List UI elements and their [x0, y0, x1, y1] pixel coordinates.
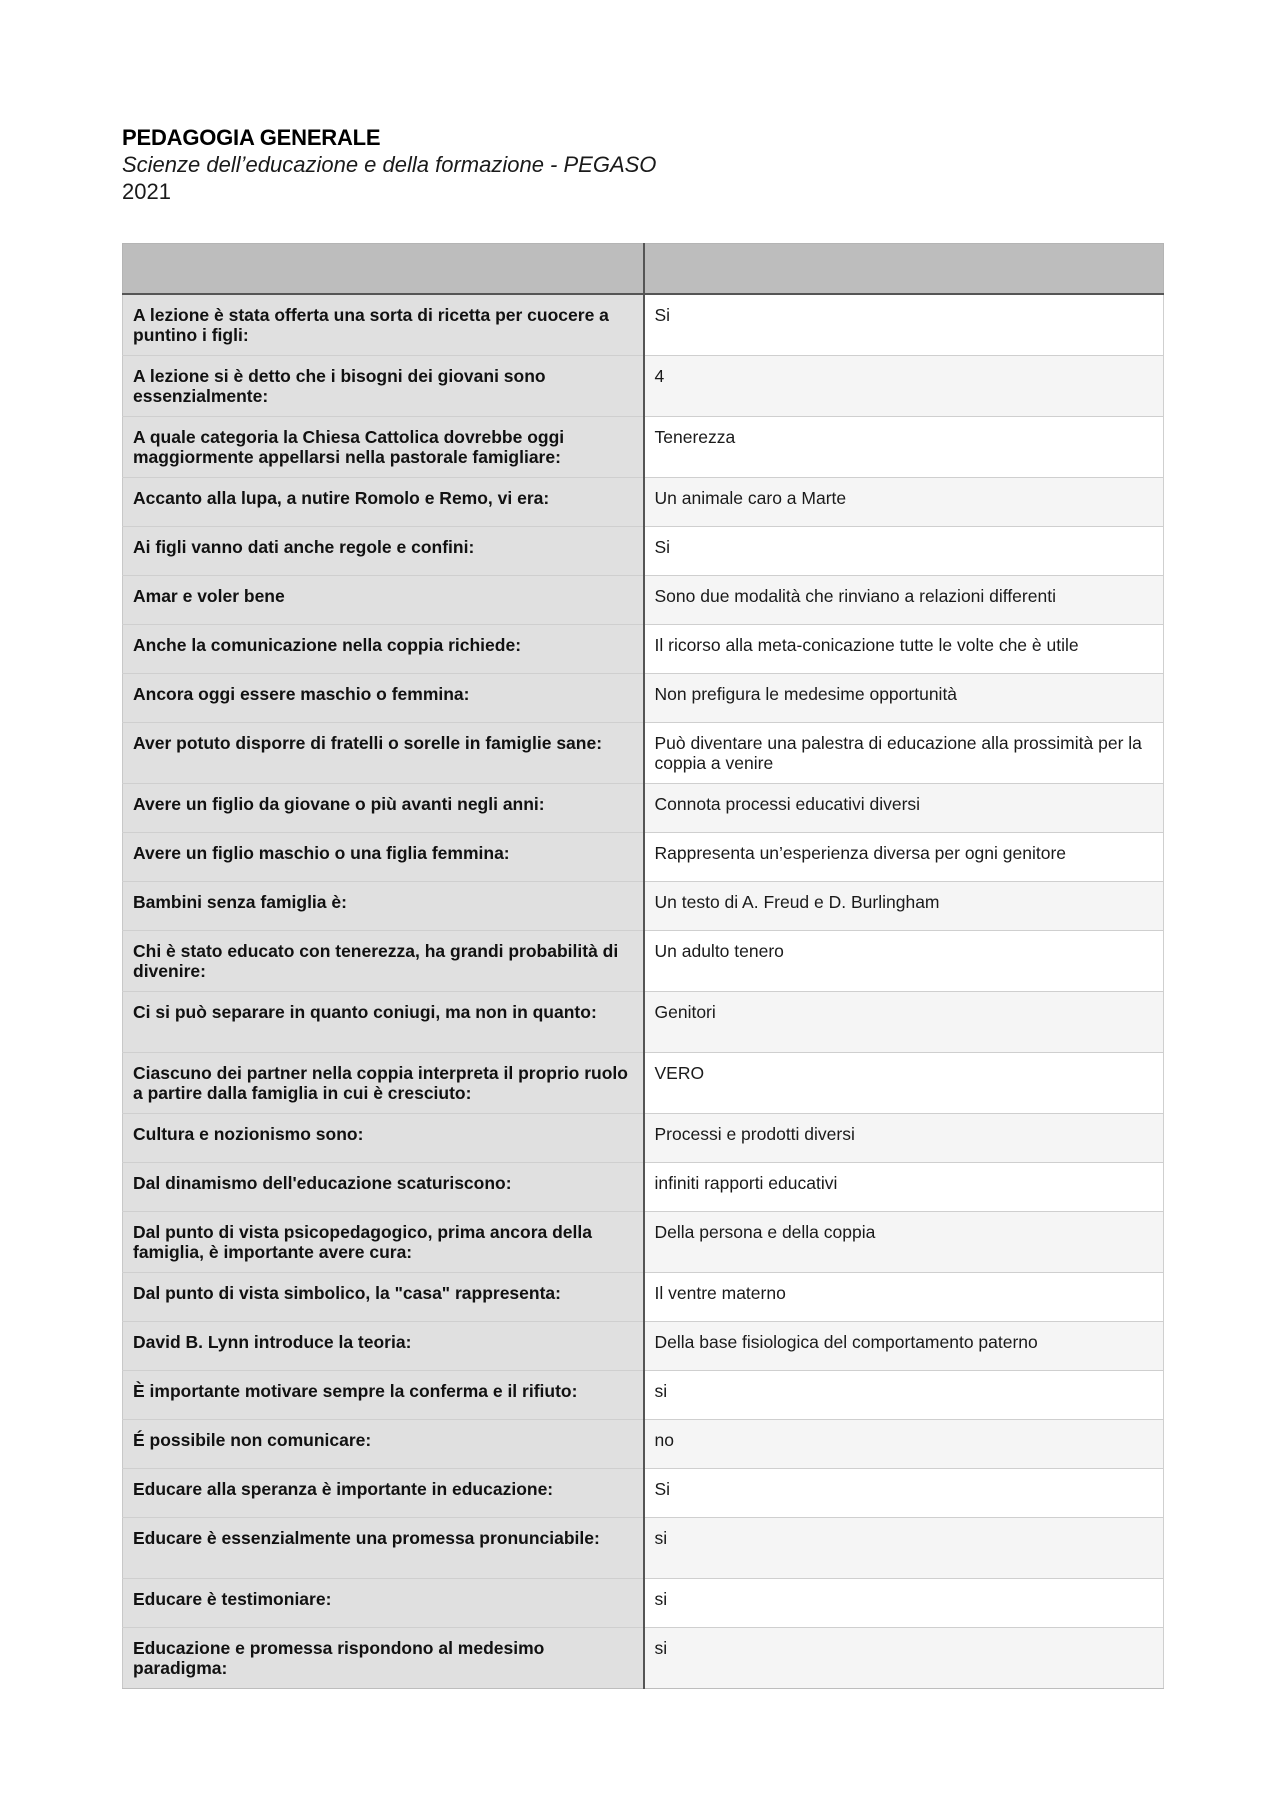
question-cell: É possibile non comunicare:: [123, 1419, 644, 1468]
table-row: [123, 881, 1164, 930]
question-column-header: [123, 244, 644, 295]
question-cell: Anche la comunicazione nella coppia richiede:: [123, 624, 644, 673]
question-cell: A lezione è stata offerta una sorta di ricetta per cuocere a puntino i figli:: [123, 294, 644, 355]
answer-cell: Genitori: [644, 991, 1164, 1052]
question-cell: Bambini senza famiglia è:: [123, 881, 644, 930]
answer-cell: si: [644, 1517, 1164, 1578]
answer-cell: Il ventre materno: [644, 1272, 1164, 1321]
answer-cell: Sono due modalità che rinviano a relazioni differenti: [644, 575, 1164, 624]
question-cell: Chi è stato educato con tenerezza, ha grandi probabilità di divenire:: [123, 930, 644, 991]
table-row: [123, 783, 1164, 832]
document-header: [122, 124, 1172, 205]
table-header: [123, 244, 1164, 295]
question-cell: Ancora oggi essere maschio o femmina:: [123, 673, 644, 722]
question-cell: Aver potuto disporre di fratelli o sorelle in famiglie sane:: [123, 722, 644, 783]
table-row: [123, 1211, 1164, 1272]
table-row: [123, 1052, 1164, 1113]
table-row: [123, 355, 1164, 416]
answer-cell: Processi e prodotti diversi: [644, 1113, 1164, 1162]
question-cell: Dal punto di vista psicopedagogico, prima ancora della famiglia, è importante avere cura:: [123, 1211, 644, 1272]
answer-cell: Della base fisiologica del comportamento paterno: [644, 1321, 1164, 1370]
question-cell: Educare è testimoniare:: [123, 1578, 644, 1627]
table-row: [123, 832, 1164, 881]
question-cell: Ci si può separare in quanto coniugi, ma non in quanto:: [123, 991, 644, 1052]
document-subtitle: Scienze dell’educazione e della formazione - PEGASO: [122, 152, 657, 177]
answer-cell: no: [644, 1419, 1164, 1468]
table-row: [123, 624, 1164, 673]
answer-cell: VERO: [644, 1052, 1164, 1113]
table-row: [123, 1578, 1164, 1627]
question-cell: Educare è essenzialmente una promessa pronunciabile:: [123, 1517, 644, 1578]
table-header-row: [123, 244, 1164, 295]
question-cell: È importante motivare sempre la conferma e il rifiuto:: [123, 1370, 644, 1419]
table-row: [123, 1627, 1164, 1688]
table-row: [123, 526, 1164, 575]
answer-column-header: [644, 244, 1164, 295]
question-cell: Amar e voler bene: [123, 575, 644, 624]
document-title: PEDAGOGIA GENERALE: [122, 125, 381, 150]
question-cell: A lezione si è detto che i bisogni dei giovani sono essenzialmente:: [123, 355, 644, 416]
table-row: [123, 416, 1164, 477]
answer-cell: si: [644, 1578, 1164, 1627]
answer-cell: Un adulto tenero: [644, 930, 1164, 991]
answer-cell: Connota processi educativi diversi: [644, 783, 1164, 832]
answer-cell: infiniti rapporti educativi: [644, 1162, 1164, 1211]
table-body: [123, 294, 1164, 1688]
table-row: [123, 1517, 1164, 1578]
question-cell: Educazione e promessa rispondono al medesimo paradigma:: [123, 1627, 644, 1688]
table-row: [123, 673, 1164, 722]
answer-cell: si: [644, 1627, 1164, 1688]
question-cell: Ai figli vanno dati anche regole e confini:: [123, 526, 644, 575]
answer-cell: Tenerezza: [644, 416, 1164, 477]
question-cell: Accanto alla lupa, a nutire Romolo e Remo, vi era:: [123, 477, 644, 526]
answer-cell: Della persona e della coppia: [644, 1211, 1164, 1272]
table-row: [123, 294, 1164, 355]
table-row: [123, 1468, 1164, 1517]
table-row: [123, 1321, 1164, 1370]
question-cell: Avere un figlio maschio o una figlia femmina:: [123, 832, 644, 881]
question-cell: Dal punto di vista simbolico, la "casa" rappresenta:: [123, 1272, 644, 1321]
answer-cell: Non prefigura le medesime opportunità: [644, 673, 1164, 722]
answer-cell: Rappresenta un’esperienza diversa per ogni genitore: [644, 832, 1164, 881]
answer-cell: Un testo di A. Freud e D. Burlingham: [644, 881, 1164, 930]
qa-table: [122, 243, 1164, 1689]
question-cell: Ciascuno dei partner nella coppia interpreta il proprio ruolo a partire dalla famiglia in cui è cresciuto:: [123, 1052, 644, 1113]
table-row: [123, 575, 1164, 624]
question-cell: Cultura e nozionismo sono:: [123, 1113, 644, 1162]
table-row: [123, 1272, 1164, 1321]
table-row: [123, 930, 1164, 991]
table-row: [123, 1162, 1164, 1211]
table-row: [123, 722, 1164, 783]
answer-cell: Si: [644, 294, 1164, 355]
answer-cell: si: [644, 1370, 1164, 1419]
question-cell: David B. Lynn introduce la teoria:: [123, 1321, 644, 1370]
table-row: [123, 1113, 1164, 1162]
table-row: [123, 477, 1164, 526]
answer-cell: Si: [644, 1468, 1164, 1517]
answer-cell: Si: [644, 526, 1164, 575]
table-row: [123, 1419, 1164, 1468]
document-year: 2021: [122, 179, 171, 204]
question-cell: Avere un figlio da giovane o più avanti negli anni:: [123, 783, 644, 832]
answer-cell: Può diventare una palestra di educazione alla prossimità per la coppia a venire: [644, 722, 1164, 783]
table-row: [123, 1370, 1164, 1419]
answer-cell: 4: [644, 355, 1164, 416]
answer-cell: Un animale caro a Marte: [644, 477, 1164, 526]
question-cell: Dal dinamismo dell'educazione scaturiscono:: [123, 1162, 644, 1211]
question-cell: Educare alla speranza è importante in educazione:: [123, 1468, 644, 1517]
answer-cell: Il ricorso alla meta-conicazione tutte le volte che è utile: [644, 624, 1164, 673]
question-cell: A quale categoria la Chiesa Cattolica dovrebbe oggi maggiormente appellarsi nella pastorale famigliare:: [123, 416, 644, 477]
table-row: [123, 991, 1164, 1052]
